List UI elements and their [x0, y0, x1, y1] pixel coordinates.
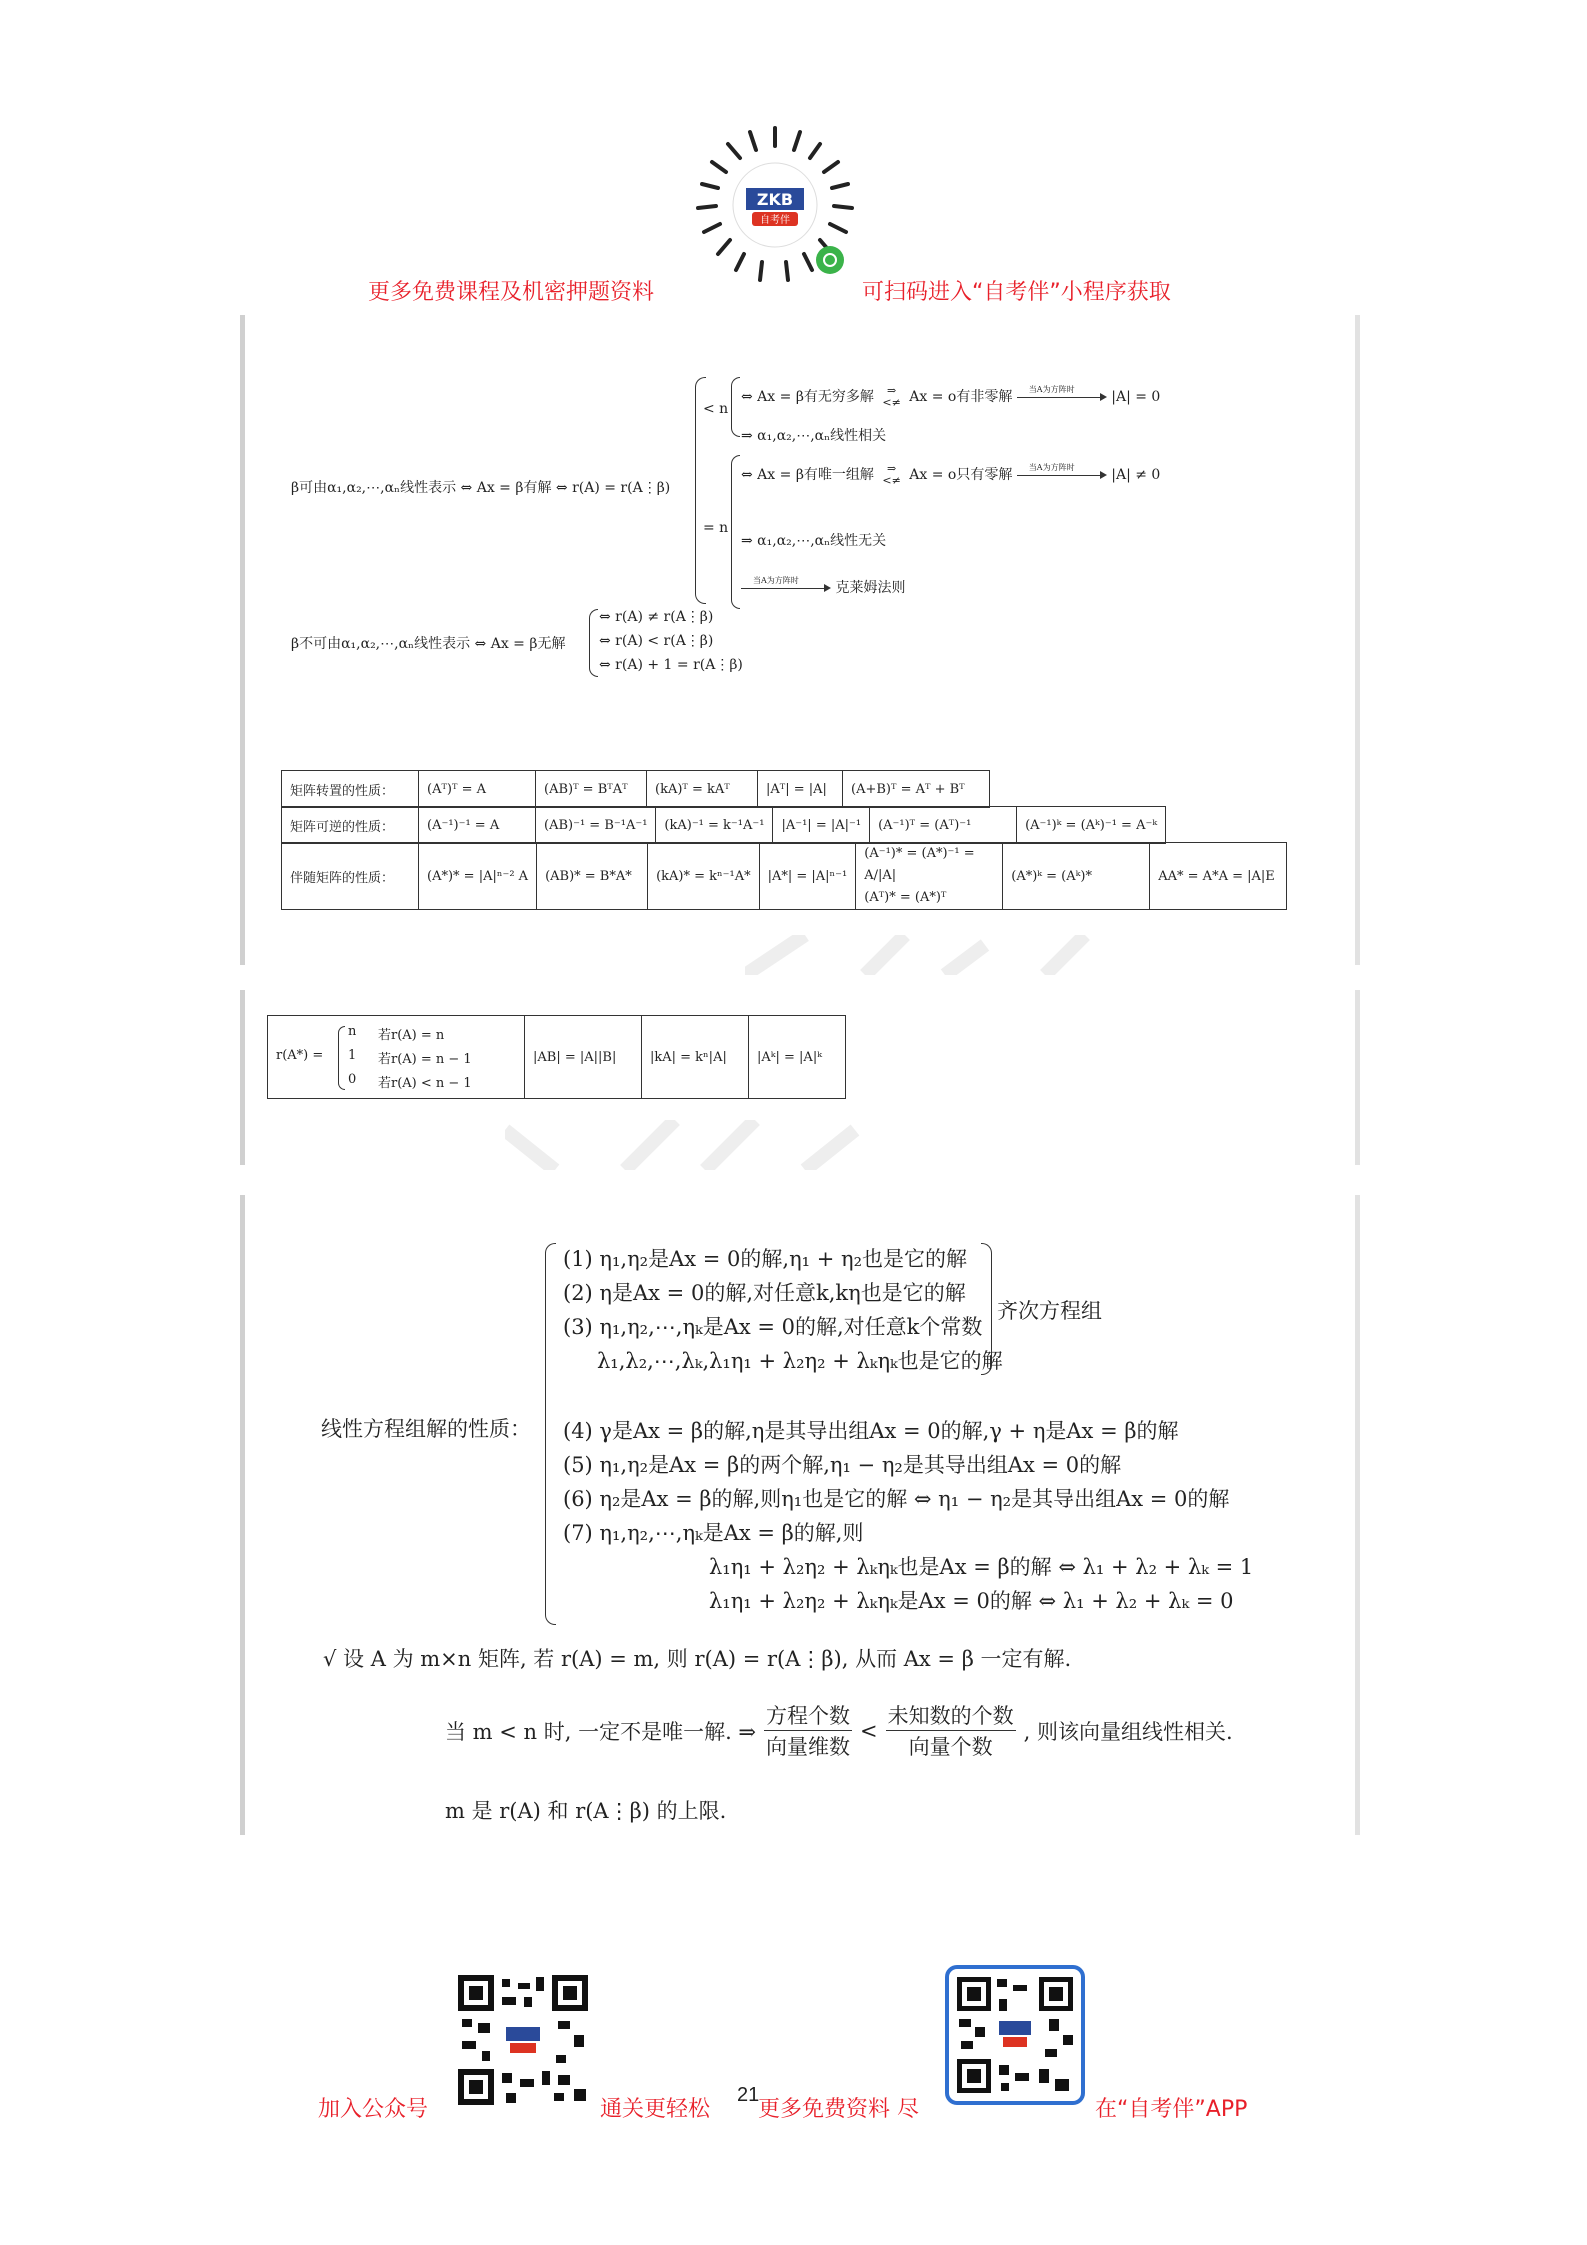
page-number: 21	[737, 2084, 760, 2106]
fraction-unknowns: 未知数的个数 向量个数	[886, 1700, 1016, 1761]
fraction-equations: 方程个数 向量维数	[764, 1700, 852, 1761]
table-row: 伴随矩阵的性质： (A*)* = |A|ⁿ⁻² A (AB)* = B*A* (kA)* = kⁿ⁻¹A* |A*| = |A|ⁿ⁻¹ (A⁻¹)* = (A*)⁻¹ = A/|A| (Aᵀ)* = (A*)ᵀ (A*)ᵏ = (Aᵏ)* AA* = A*A = |A|E	[282, 843, 1287, 910]
property-6: (6) η₂是Ax = β的解,则η₁也是它的解 ⇔ η₁ − η₂是其导出组Ax = 0的解	[563, 1487, 1230, 1511]
footer-join-text: 加入公众号	[318, 2097, 429, 2122]
property-3: (3) η₁,η₂,⋯,ηₖ是Ax = 0的解,对任意k个常数	[563, 1315, 983, 1339]
no-solution-c2: ⇔ r(A) < r(A⋮β)	[599, 633, 714, 649]
cramer-rule: 当A为方阵时 克莱姆法则	[741, 577, 905, 597]
header-right-text: 可扫码进入“自考伴”小程序获取	[862, 280, 1171, 305]
adjoint-rank-panel	[240, 990, 1360, 1165]
note-dependence: 当 m < n 时, 一定不是唯一解. ⇒ 方程个数 向量维数 < 未知数的个数 向量个数 , 则该向量组线性相关.	[445, 1700, 1233, 1761]
footer-pass-text: 通关更轻松	[600, 2097, 711, 2122]
adjoint-rank-table	[267, 1015, 846, 1099]
arrow: 当A为方阵时	[741, 583, 831, 593]
note-upper-bound: m 是 r(A) 和 r(A⋮β) 的上限.	[445, 1799, 727, 1823]
property-2: (2) η是Ax = 0的解,对任意k,kη也是它的解	[563, 1281, 966, 1305]
homogeneous-label: 齐次方程组	[997, 1299, 1102, 1323]
linearly-dependent: ⇒ α₁,α₂,⋯,αₙ线性相关	[741, 428, 887, 444]
arrow: 当A为方阵时	[1017, 392, 1107, 402]
property-3-cont: λ₁,λ₂,⋯,λₖ,λ₁η₁ + λ₂η₂ + λₖηₖ也是它的解	[597, 1349, 1003, 1373]
lt-brace	[731, 377, 740, 437]
property-1: (1) η₁,η₂是Ax = 0的解,η₁ + η₂也是它的解	[563, 1247, 968, 1271]
rank-equal-n: = n	[703, 520, 729, 536]
matrix-properties-table-row2	[281, 806, 1166, 844]
property-7-b: λ₁η₁ + λ₂η₂ + λₖηₖ是Ax = 0的解 ⇔ λ₁ + λ₂ + λₖ = 0	[709, 1589, 1234, 1613]
note-rank: √ 设 A 为 m×n 矩阵, 若 r(A) = m, 则 r(A) = r(A⋮β), 从而 Ax = β 一定有解.	[323, 1647, 1072, 1671]
wechat-qr-code	[458, 1975, 588, 2105]
adjoint-rank-cell: r(A*) = n 若r(A) = n 1 若r(A) = n − 1 0 若r(A) < n − 1	[268, 1016, 525, 1099]
footer-more-text: 更多免费资料 尽	[758, 2097, 919, 2122]
rank-less-than-n: < n	[703, 401, 729, 417]
linearly-independent: ⇒ α₁,α₂,⋯,αₙ线性无关	[741, 533, 887, 549]
infinite-solutions: ⇔ Ax = β有无穷多解 ⇒ <≠ Ax = o有非零解 当A为方阵时 |A| = 0	[741, 384, 1161, 409]
watermark	[745, 935, 1245, 975]
property-7: (7) η₁,η₂,⋯,ηₖ是Ax = β的解,则	[563, 1521, 864, 1545]
table-row: r(A*) = n 若r(A) = n 1 若r(A) = n − 1 0 若r(A) < n − 1 |AB| = |A||B| |kA| = kⁿ|A| |Aᵏ| = |A|ᵏ	[268, 1016, 846, 1099]
footer-app-text: 在“自考伴”APP	[1095, 2097, 1248, 2122]
property-5: (5) η₁,η₂是Ax = β的两个解,η₁ − η₂是其导出组Ax = 0的解	[563, 1453, 1122, 1477]
not-representable-condition: β不可由α₁,α₂,⋯,αₙ线性表示 ⇔ Ax = β无解	[291, 636, 566, 652]
header-left-text: 更多免费课程及机密押题资料	[368, 280, 655, 305]
main-brace	[545, 1243, 556, 1625]
no-solution-c3: ⇔ r(A) + 1 = r(A⋮β)	[599, 657, 743, 673]
unique-solution: ⇔ Ax = β有唯一组解 ⇒ <≠ Ax = o只有零解 当A为方阵时 |A| ≠ 0	[741, 462, 1161, 487]
no-solution-brace	[589, 609, 598, 677]
arrow: 当A为方阵时	[1017, 470, 1107, 480]
eq-brace	[731, 455, 740, 609]
no-solution-c1: ⇔ r(A) ≠ r(A⋮β)	[599, 609, 714, 625]
linear-representation-panel	[240, 315, 1360, 965]
section-label: 线性方程组解的性质：	[321, 1417, 531, 1441]
property-7-a: λ₁η₁ + λ₂η₂ + λₖηₖ也是Ax = β的解 ⇔ λ₁ + λ₂ + λₖ = 1	[709, 1555, 1254, 1579]
property-4: (4) γ是Ax = β的解,η是其导出组Ax = 0的解,γ + η是Ax = β的解	[563, 1419, 1179, 1443]
mini-program-code	[690, 120, 860, 290]
representable-condition: β可由α₁,α₂,⋯,αₙ线性表示 ⇔ Ax = β有解 ⇔ r(A) = r(A⋮β)	[291, 480, 671, 496]
svg-text:ZKB: ZKB	[756, 190, 794, 209]
watermark	[505, 1120, 1105, 1170]
matrix-properties-table	[281, 770, 990, 808]
solution-properties-panel	[240, 1195, 1360, 1835]
table-row: 矩阵转置的性质： (Aᵀ)ᵀ = A (AB)ᵀ = BᵀAᵀ (kA)ᵀ = kAᵀ |Aᵀ| = |A| (A+B)ᵀ = Aᵀ + Bᵀ	[282, 771, 990, 808]
table-row: 矩阵可逆的性质： (A⁻¹)⁻¹ = A (AB)⁻¹ = B⁻¹A⁻¹ (kA)⁻¹ = k⁻¹A⁻¹ |A⁻¹| = |A|⁻¹ (A⁻¹)ᵀ = (Aᵀ)⁻¹ (A⁻¹)ᵏ = (Aᵏ)⁻¹ = A⁻ᵏ	[282, 807, 1166, 844]
app-qr-code	[945, 1965, 1085, 2105]
svg-text:自考伴: 自考伴	[760, 215, 790, 226]
matrix-properties-table-row3	[281, 842, 1287, 910]
